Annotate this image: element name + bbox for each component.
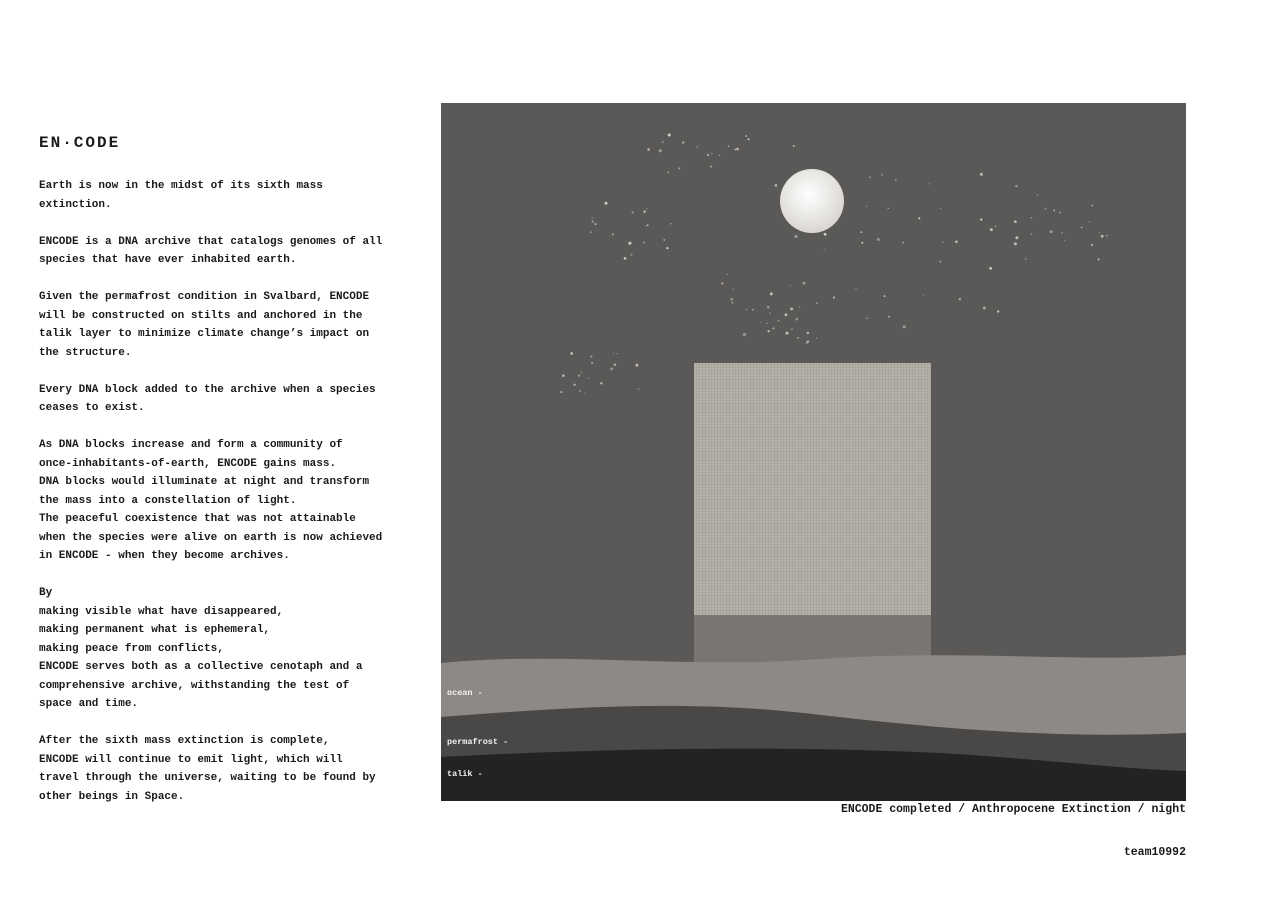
star bbox=[721, 282, 723, 284]
star bbox=[1091, 244, 1093, 246]
text-line: Every DNA block added to the archive when a species bbox=[39, 383, 376, 396]
text-line: comprehensive archive, withstanding the test of bbox=[39, 679, 350, 692]
star bbox=[877, 238, 880, 241]
star bbox=[624, 257, 627, 260]
star bbox=[918, 217, 920, 219]
text-line: other beings in Space. bbox=[39, 790, 185, 803]
star bbox=[833, 296, 835, 298]
star bbox=[807, 332, 810, 335]
star bbox=[942, 241, 944, 243]
star bbox=[860, 231, 862, 233]
star bbox=[928, 183, 929, 184]
star bbox=[733, 289, 734, 290]
star bbox=[752, 309, 754, 311]
encode-night-illustration bbox=[441, 103, 1186, 801]
star bbox=[760, 322, 761, 323]
star bbox=[728, 146, 729, 147]
star bbox=[646, 208, 647, 209]
star bbox=[1037, 194, 1038, 195]
star bbox=[731, 302, 733, 304]
star bbox=[666, 247, 668, 249]
text-line: making permanent what is ephemeral, bbox=[39, 624, 271, 636]
text-line: As DNA blocks increase and form a community of bbox=[39, 439, 343, 451]
star bbox=[816, 302, 818, 304]
star bbox=[767, 306, 770, 309]
star bbox=[581, 371, 582, 372]
star bbox=[1089, 221, 1090, 222]
text-line: Given the permafrost condition in Svalbard, ENCODE bbox=[39, 291, 370, 303]
star bbox=[959, 298, 961, 300]
star bbox=[663, 239, 665, 241]
star bbox=[855, 288, 856, 289]
star bbox=[745, 135, 747, 137]
star bbox=[711, 153, 712, 154]
star bbox=[990, 228, 993, 231]
text-line: the structure. bbox=[39, 346, 132, 359]
star bbox=[591, 362, 593, 364]
star bbox=[767, 330, 769, 332]
star bbox=[1081, 227, 1083, 229]
star bbox=[628, 242, 631, 245]
talik-label: talik - bbox=[447, 769, 483, 779]
star bbox=[570, 352, 573, 355]
star bbox=[560, 391, 562, 393]
star bbox=[997, 310, 999, 312]
star bbox=[824, 233, 827, 236]
star bbox=[980, 219, 982, 221]
star bbox=[816, 338, 817, 339]
illustration-canvas bbox=[441, 103, 1186, 801]
star bbox=[1015, 243, 1017, 245]
star bbox=[888, 208, 889, 209]
star bbox=[662, 141, 664, 143]
text-line: making peace from conflicts, bbox=[39, 642, 224, 655]
star bbox=[1015, 185, 1017, 187]
star bbox=[903, 325, 906, 328]
star bbox=[573, 384, 575, 386]
star bbox=[746, 309, 747, 310]
star bbox=[1091, 205, 1093, 207]
star bbox=[562, 374, 565, 377]
star bbox=[590, 231, 592, 233]
star bbox=[895, 179, 897, 181]
body-text bbox=[39, 177, 409, 825]
star bbox=[578, 374, 580, 376]
star bbox=[884, 295, 886, 297]
star bbox=[736, 148, 739, 151]
star bbox=[881, 174, 883, 176]
text-line: After the sixth mass extinction is complete, bbox=[39, 735, 330, 747]
paragraph-after bbox=[39, 732, 409, 806]
text-line: ENCODE serves both as a collective cenotaph and a bbox=[39, 661, 363, 673]
paragraph-intro bbox=[39, 177, 409, 214]
star bbox=[1098, 258, 1100, 260]
star bbox=[647, 224, 649, 226]
text-line: By bbox=[39, 587, 53, 599]
star bbox=[697, 146, 698, 147]
star bbox=[613, 353, 614, 354]
text-line: ceases to exist. bbox=[39, 402, 145, 414]
star bbox=[824, 249, 825, 250]
star bbox=[803, 282, 806, 285]
paragraph-dna-block bbox=[39, 381, 409, 418]
star bbox=[1064, 240, 1065, 241]
star bbox=[1059, 212, 1061, 214]
star bbox=[767, 323, 768, 324]
star bbox=[659, 149, 662, 152]
star bbox=[592, 220, 594, 222]
text-line: ENCODE is a DNA archive that catalogs genomes of all bbox=[39, 235, 383, 248]
star bbox=[643, 242, 645, 244]
star bbox=[790, 307, 793, 310]
star bbox=[995, 226, 996, 227]
star bbox=[600, 382, 602, 384]
star bbox=[645, 226, 646, 227]
star bbox=[799, 306, 800, 307]
star bbox=[1101, 235, 1104, 238]
star bbox=[631, 254, 633, 256]
page-title: EN·CODE bbox=[39, 134, 121, 152]
text-line: will be constructed on stilts and anchored in the bbox=[39, 309, 363, 322]
text-line: in ENCODE - when they become archives. bbox=[39, 550, 290, 562]
star bbox=[730, 298, 733, 301]
star bbox=[940, 208, 941, 209]
star bbox=[727, 274, 728, 275]
star bbox=[790, 285, 791, 286]
star bbox=[592, 217, 593, 218]
star bbox=[869, 176, 871, 178]
star bbox=[647, 148, 650, 151]
star bbox=[955, 240, 958, 243]
star bbox=[638, 388, 640, 390]
star bbox=[588, 378, 589, 379]
star bbox=[643, 210, 646, 213]
star bbox=[719, 155, 720, 156]
star bbox=[786, 332, 789, 335]
star bbox=[710, 166, 712, 168]
star bbox=[940, 261, 942, 263]
star bbox=[678, 167, 680, 169]
star bbox=[632, 211, 634, 213]
star bbox=[888, 316, 890, 318]
star bbox=[1031, 217, 1033, 219]
star bbox=[707, 154, 709, 156]
star bbox=[785, 313, 788, 316]
star bbox=[866, 206, 867, 207]
star bbox=[989, 267, 992, 270]
dna-archive-block bbox=[694, 363, 931, 615]
star bbox=[595, 223, 597, 225]
ocean-label: ocean - bbox=[447, 688, 483, 698]
text-line: species that have ever inhabited earth. bbox=[39, 254, 297, 266]
text-line: DNA blocks would illuminate at night and transform bbox=[39, 476, 370, 488]
text-line: ENCODE will continue to emit light, which will bbox=[39, 753, 343, 766]
paragraph-community bbox=[39, 436, 409, 566]
text-line: space and time. bbox=[39, 698, 139, 710]
star bbox=[793, 145, 795, 147]
star bbox=[747, 138, 749, 140]
star bbox=[617, 353, 618, 354]
star bbox=[1014, 220, 1017, 223]
star bbox=[791, 328, 792, 329]
star bbox=[1025, 258, 1027, 260]
star bbox=[775, 184, 778, 187]
text-line: The peaceful coexistence that was not attainable bbox=[39, 513, 356, 525]
star bbox=[772, 327, 774, 329]
star bbox=[579, 390, 581, 392]
team-id: team10992 bbox=[1123, 846, 1186, 859]
text-line: the mass into a constellation of light. bbox=[39, 494, 297, 507]
star bbox=[1106, 235, 1108, 237]
star bbox=[584, 392, 585, 393]
text-line: talik layer to minimize climate change’s impact on bbox=[39, 328, 370, 340]
text-line: extinction. bbox=[39, 198, 112, 211]
star bbox=[668, 133, 671, 136]
star bbox=[734, 149, 736, 151]
paragraph-by bbox=[39, 584, 409, 714]
star bbox=[1050, 230, 1053, 233]
star bbox=[670, 223, 672, 225]
star bbox=[980, 173, 983, 176]
star bbox=[1045, 208, 1047, 210]
star bbox=[1053, 210, 1055, 212]
star bbox=[1099, 232, 1100, 233]
text-line: making visible what have disappeared, bbox=[39, 605, 284, 618]
star bbox=[807, 340, 809, 342]
star bbox=[743, 333, 746, 336]
text-line: Earth is now in the midst of its sixth mass bbox=[39, 180, 323, 192]
paragraph-construction bbox=[39, 288, 409, 362]
figure-caption: ENCODE completed / Anthropocene Extinction / night bbox=[840, 803, 1186, 816]
permafrost-label: permafrost - bbox=[447, 737, 509, 747]
star bbox=[902, 242, 904, 244]
star bbox=[667, 171, 669, 173]
star bbox=[612, 233, 614, 235]
star bbox=[1031, 233, 1032, 234]
star bbox=[923, 295, 924, 296]
star bbox=[770, 292, 773, 295]
paragraph-archive bbox=[39, 233, 409, 270]
text-line: when the species were alive on earth is now achieved bbox=[39, 531, 383, 544]
star bbox=[795, 318, 798, 321]
star bbox=[682, 141, 685, 144]
star bbox=[1062, 232, 1063, 233]
star bbox=[769, 312, 771, 314]
text-line: once-inhabitants-of-earth, ENCODE gains mass. bbox=[39, 457, 337, 470]
star bbox=[1015, 236, 1018, 239]
star bbox=[610, 367, 613, 370]
star bbox=[861, 242, 863, 244]
star bbox=[983, 307, 986, 310]
text-line: travel through the universe, waiting to be found by bbox=[39, 772, 376, 784]
star bbox=[795, 235, 798, 238]
star bbox=[590, 356, 592, 358]
moon bbox=[780, 169, 844, 233]
star bbox=[614, 363, 617, 366]
star bbox=[635, 364, 638, 367]
star bbox=[778, 320, 780, 322]
star bbox=[866, 318, 867, 319]
star bbox=[797, 337, 799, 339]
star bbox=[605, 202, 608, 205]
